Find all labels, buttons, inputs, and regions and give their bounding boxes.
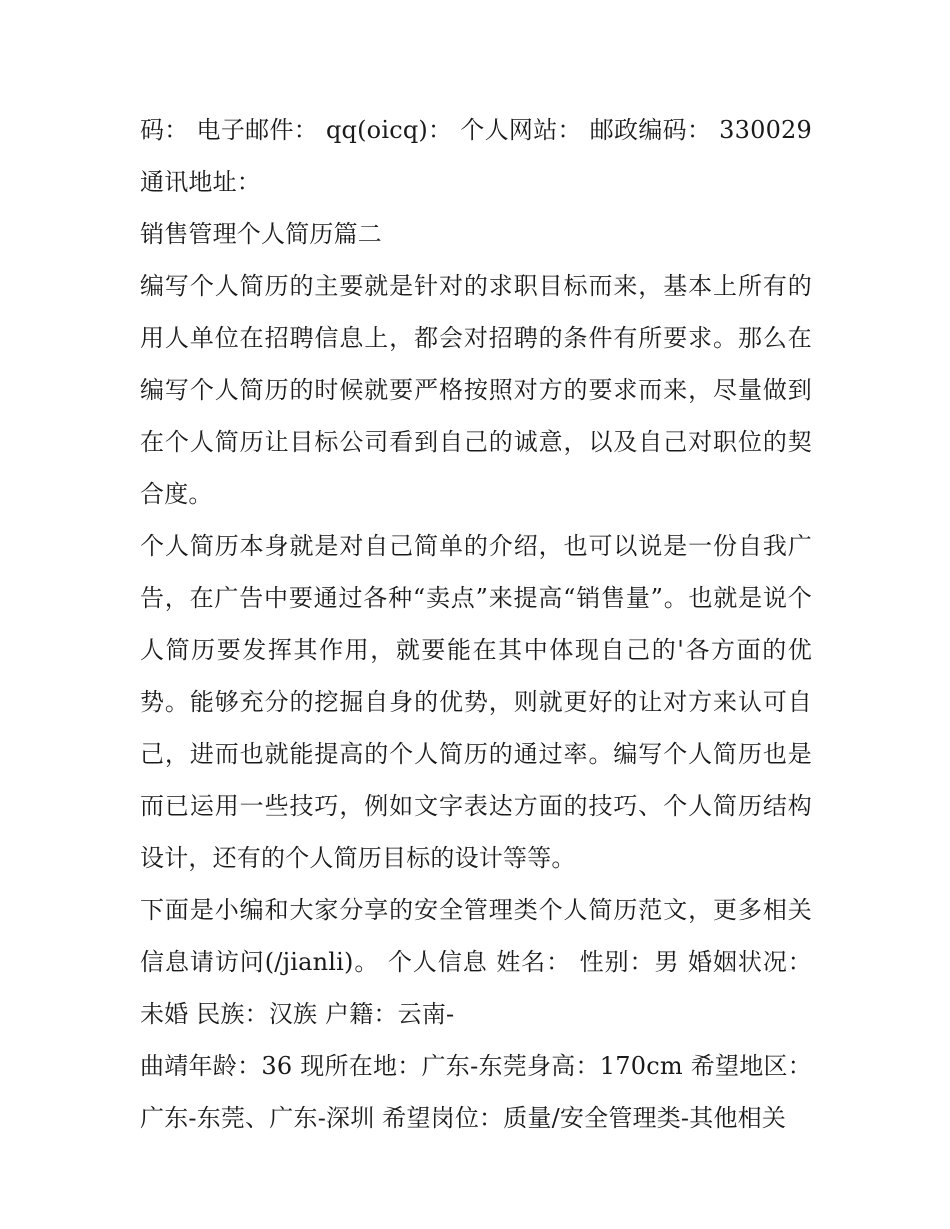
body-paragraph: 曲靖年龄：36 现所在地：广东-东莞身高：170cm 希望地区：广东-东莞、广东-深圳 希望岗位：质量/安全管理类-其他相关 bbox=[140, 1052, 812, 1132]
section-heading: 销售管理个人简历篇二 bbox=[140, 220, 382, 248]
body-paragraph: 个人简历本身就是对自己简单的介绍，也可以说是一份自我广告，在广告中要通过各种“卖点”来提高“销售量”。也就是说个人简历要发挥其作用，就要能在其中体现自己的'各方面的优势。能够充分的挖掘自身的优势，则就更好的让对方来认可自己，进而也就能提高的个人简历的通过率。编写个人简历也是而已运用一些技巧，例如文字表达方面的技巧、个人简历结构设计，还有的个人简历目标的设计等等。 bbox=[140, 532, 812, 872]
document-body bbox=[140, 104, 812, 1144]
contact-info-paragraph: 码： 电子邮件： qq(oicq)： 个人网站： 邮政编码： 330029 通讯地址： bbox=[140, 116, 812, 196]
body-paragraph: 编写个人简历的主要就是针对的求职目标而来，基本上所有的用人单位在招聘信息上，都会对招聘的条件有所要求。那么在编写个人简历的时候就要严格按照对方的要求而来，尽量做到在个人简历让目标公司看到自己的诚意，以及自己对职位的契合度。 bbox=[140, 272, 812, 508]
body-paragraph: 下面是小编和大家分享的安全管理类个人简历范文，更多相关信息请访问(/jianli)。 个人信息 姓名： 性别：男 婚姻状况：未婚 民族：汉族 户籍：云南- bbox=[140, 896, 812, 1028]
